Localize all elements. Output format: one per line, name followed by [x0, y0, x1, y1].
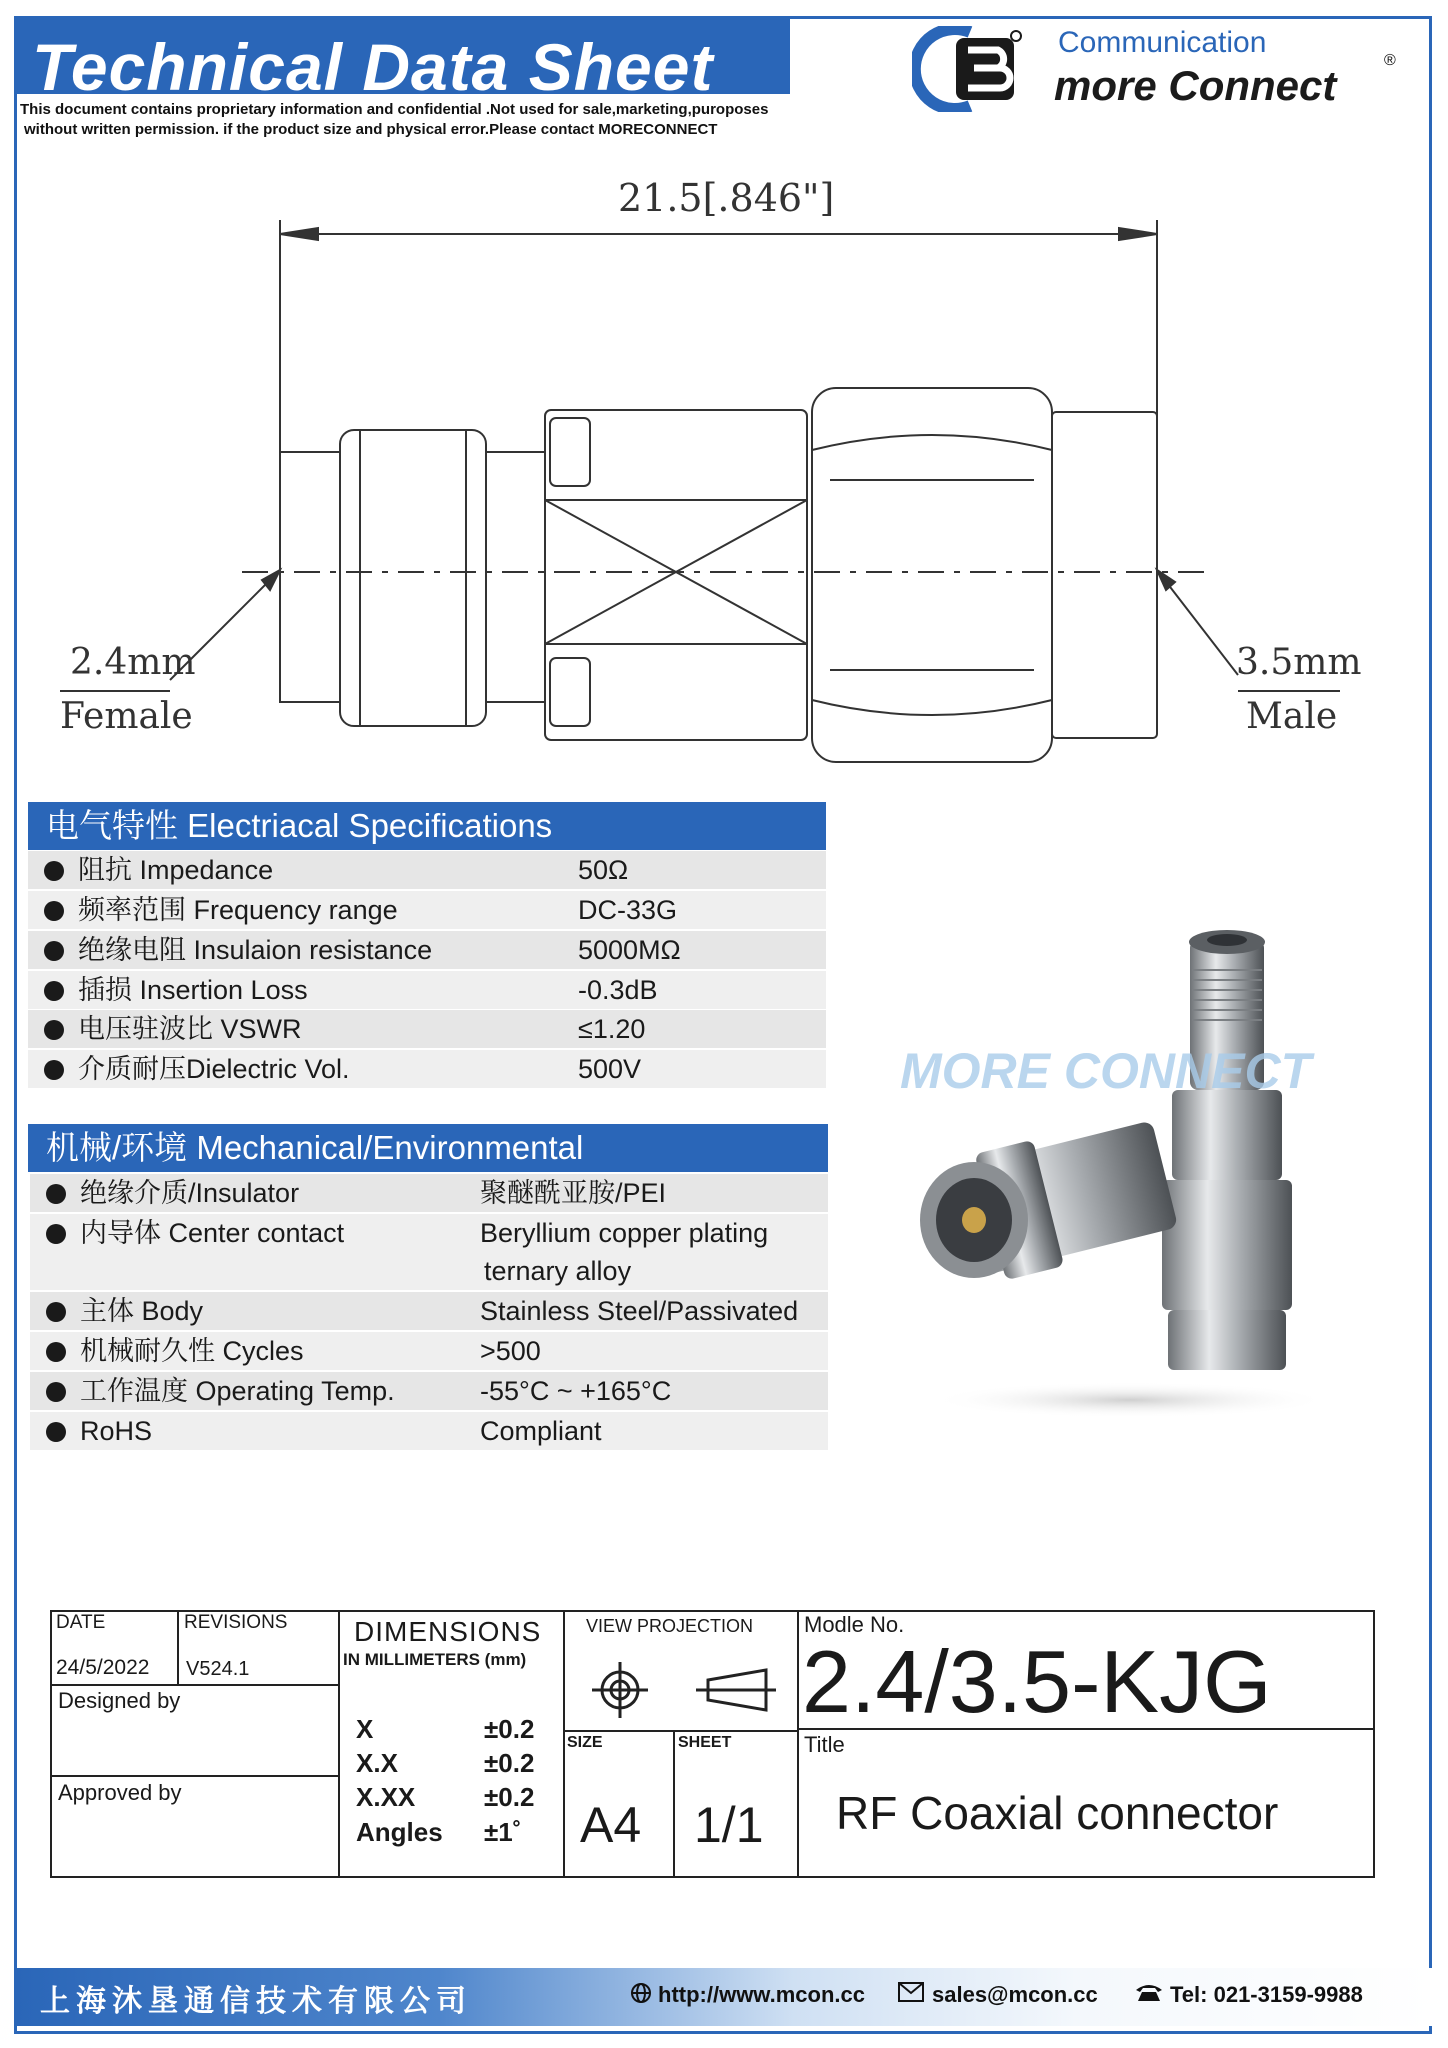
- tolerance-value: ±0.2: [484, 1714, 535, 1744]
- registered-mark: ®: [1384, 52, 1396, 69]
- watermark: MORE CONNECT: [900, 1043, 1312, 1099]
- mechanical-section-title: 机械/环境 Mechanical/Environmental: [28, 1124, 828, 1172]
- spec-value: Compliant: [480, 1416, 602, 1446]
- disclaimer: [20, 100, 810, 140]
- bullet-icon: [46, 1422, 66, 1442]
- email-link[interactable]: sales@mcon.cc: [932, 1982, 1098, 2007]
- title-banner: [14, 18, 790, 104]
- sheet-value: 1/1: [694, 1797, 764, 1853]
- company-name-cn: 上海沐垦通信技术有限公司: [40, 1984, 472, 2019]
- spec-row: [30, 1174, 828, 1212]
- designed-by-label: Designed by: [58, 1688, 181, 1713]
- date-label: DATE: [56, 1612, 106, 1633]
- spec-label: 内导体 Center contact: [80, 1218, 345, 1248]
- spec-row: [28, 891, 826, 929]
- spec-value: Stainless Steel/Passivated: [480, 1296, 799, 1326]
- spec-value: -55°C ~ +165°C: [480, 1376, 672, 1406]
- spec-value: 50Ω: [578, 855, 629, 885]
- spec-label: 插损 Insertion Loss: [78, 975, 308, 1005]
- phone-icon: [1134, 1982, 1164, 2008]
- bullet-icon: [44, 981, 64, 1001]
- spec-row: [28, 1010, 826, 1048]
- bullet-icon: [44, 861, 64, 881]
- spec-row: [30, 1214, 828, 1290]
- spec-value: >500: [480, 1336, 541, 1366]
- spec-value: -0.3dB: [578, 975, 658, 1005]
- spec-value-continued: ternary alloy: [484, 1256, 632, 1286]
- logo-brand: more Connect: [1054, 62, 1337, 109]
- spec-label: 介质耐压Dielectric Vol.: [78, 1054, 350, 1084]
- revisions-label: REVISIONS: [184, 1612, 288, 1633]
- spec-row: [28, 851, 826, 889]
- disclaimer-line-1: This document contains proprietary information and confidential .Not used for sale,marketing,puroposes: [20, 101, 769, 118]
- left-gender-label: Female: [60, 696, 193, 737]
- projection-symbol-icon: [590, 1660, 780, 1720]
- bullet-icon: [44, 941, 64, 961]
- product-photo: [900, 900, 1340, 1420]
- model-label: Modle No.: [804, 1612, 905, 1637]
- company-logo-icon: [912, 26, 1030, 112]
- overall-dimension: 21.5[.846"]: [618, 176, 835, 220]
- units-label: IN MILLIMETERS (mm): [343, 1650, 527, 1669]
- spec-label: 频率范围 Frequency range: [78, 895, 398, 925]
- view-projection-label: VIEW PROJECTION: [586, 1616, 754, 1636]
- spec-value: 500V: [578, 1054, 642, 1084]
- spec-value: ≤1.20: [578, 1014, 646, 1044]
- tolerance-key: X.X: [356, 1748, 398, 1778]
- logo-tagline: Communication: [1058, 26, 1267, 59]
- page-title: Technical Data Sheet: [32, 30, 714, 104]
- telephone: Tel: 021-3159-9988: [1170, 1982, 1363, 2007]
- spec-label: RoHS: [80, 1416, 153, 1446]
- sheet-label: SHEET: [678, 1734, 732, 1751]
- tolerance-key: Angles: [356, 1817, 443, 1847]
- title-label: Title: [804, 1732, 845, 1757]
- tolerance-value: ±1˚: [484, 1817, 522, 1847]
- product-title: RF Coaxial connector: [836, 1787, 1279, 1839]
- size-value: A4: [580, 1797, 642, 1853]
- spec-label: 工作温度 Operating Temp.: [80, 1376, 395, 1406]
- spec-value: 5000MΩ: [578, 935, 681, 965]
- dimensions-label: DIMENSIONS: [354, 1616, 542, 1647]
- spec-label: 绝缘介质/Insulator: [80, 1178, 300, 1208]
- right-size-label: 3.5mm: [1236, 642, 1362, 683]
- bullet-icon: [46, 1224, 66, 1244]
- spec-label: 绝缘电阻 Insulaion resistance: [78, 935, 433, 965]
- email-icon: [898, 1982, 924, 2008]
- tolerance-key: X: [356, 1714, 374, 1744]
- right-gender-label: Male: [1246, 696, 1338, 737]
- globe-icon: [630, 1982, 652, 2010]
- tolerance-key: X.XX: [356, 1782, 416, 1812]
- bullet-icon: [46, 1302, 66, 1322]
- date-value: 24/5/2022: [56, 1656, 150, 1679]
- bullet-icon: [44, 901, 64, 921]
- spec-row: [30, 1332, 828, 1370]
- left-size-label: 2.4mm: [70, 642, 196, 683]
- bullet-icon: [46, 1342, 66, 1362]
- spec-row: [30, 1372, 828, 1410]
- spec-label: 机械耐久性 Cycles: [80, 1336, 304, 1366]
- spec-value: 聚醚酰亚胺/PEI: [480, 1178, 667, 1208]
- bullet-icon: [44, 1060, 64, 1080]
- website-link[interactable]: http://www.mcon.cc: [658, 1982, 865, 2007]
- bullet-icon: [46, 1184, 66, 1204]
- electrical-section-title: 电气特性 Electriacal Specifications: [28, 802, 826, 850]
- model-number: 2.4/3.5-KJG: [802, 1632, 1272, 1731]
- approved-by-label: Approved by: [58, 1780, 182, 1805]
- bullet-icon: [46, 1382, 66, 1402]
- spec-label: 阻抗 Impedance: [78, 855, 274, 885]
- spec-row: [30, 1292, 828, 1330]
- spec-label: 电压驻波比 VSWR: [78, 1014, 302, 1044]
- spec-value: DC-33G: [578, 895, 678, 925]
- spec-row: [28, 1050, 826, 1088]
- disclaimer-line-2: without written permission. if the product size and physical error.Please contact MORECONNECT: [24, 121, 718, 138]
- tolerance-value: ±0.2: [484, 1782, 535, 1812]
- spec-label: 主体 Body: [80, 1296, 204, 1326]
- spec-value: Beryllium copper plating: [480, 1218, 769, 1248]
- technical-drawing: [0, 150, 1448, 790]
- tolerance-value: ±0.2: [484, 1748, 535, 1778]
- spec-row: [28, 931, 826, 969]
- spec-row: [30, 1412, 828, 1450]
- spec-row: [28, 971, 826, 1009]
- size-label: SIZE: [567, 1734, 603, 1751]
- revisions-value: V524.1: [186, 1658, 250, 1680]
- bullet-icon: [44, 1020, 64, 1040]
